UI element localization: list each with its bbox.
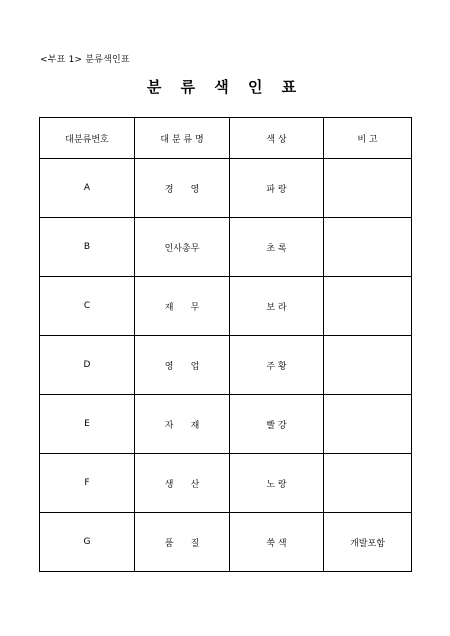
cell-name: 자 재: [135, 395, 230, 454]
cell-color: 초 록: [230, 218, 324, 277]
cell-note: [324, 277, 412, 336]
cell-color: 주 황: [230, 336, 324, 395]
table-row: [40, 159, 412, 218]
cell-code: B: [40, 218, 135, 277]
cell-name: 재 무: [135, 277, 230, 336]
table-row: [40, 336, 412, 395]
cell-note: [324, 395, 412, 454]
header-category-code: 대분류번호: [40, 118, 135, 159]
cell-color: 쑥 색: [230, 513, 324, 572]
table-row: [40, 277, 412, 336]
page-title: 분 류 색 인 표: [146, 78, 304, 96]
appendix-caption: <부표 1> 분류색인표: [40, 55, 130, 65]
header-remarks: 비 고: [324, 118, 412, 159]
cell-code: G: [40, 513, 135, 572]
cell-code: A: [40, 159, 135, 218]
table-header-row: [40, 118, 412, 159]
cell-name: 생 산: [135, 454, 230, 513]
header-category-name: 대 분 류 명: [135, 118, 230, 159]
table-row: [40, 513, 412, 572]
cell-code: E: [40, 395, 135, 454]
cell-code: F: [40, 454, 135, 513]
cell-note: 개발포함: [324, 513, 412, 572]
cell-note: [324, 159, 412, 218]
cell-color: 보 라: [230, 277, 324, 336]
cell-note: [324, 336, 412, 395]
cell-name: 인사총무: [135, 218, 230, 277]
cell-code: C: [40, 277, 135, 336]
table-row: [40, 218, 412, 277]
cell-name: 품 질: [135, 513, 230, 572]
cell-color: 빨 강: [230, 395, 324, 454]
classification-index-table: [39, 117, 412, 572]
cell-name: 경 영: [135, 159, 230, 218]
cell-code: D: [40, 336, 135, 395]
cell-name: 영 업: [135, 336, 230, 395]
table-row: [40, 395, 412, 454]
cell-color: 노 랑: [230, 454, 324, 513]
cell-note: [324, 454, 412, 513]
cell-color: 파 랑: [230, 159, 324, 218]
table-row: [40, 454, 412, 513]
header-color: 색 상: [230, 118, 324, 159]
cell-note: [324, 218, 412, 277]
